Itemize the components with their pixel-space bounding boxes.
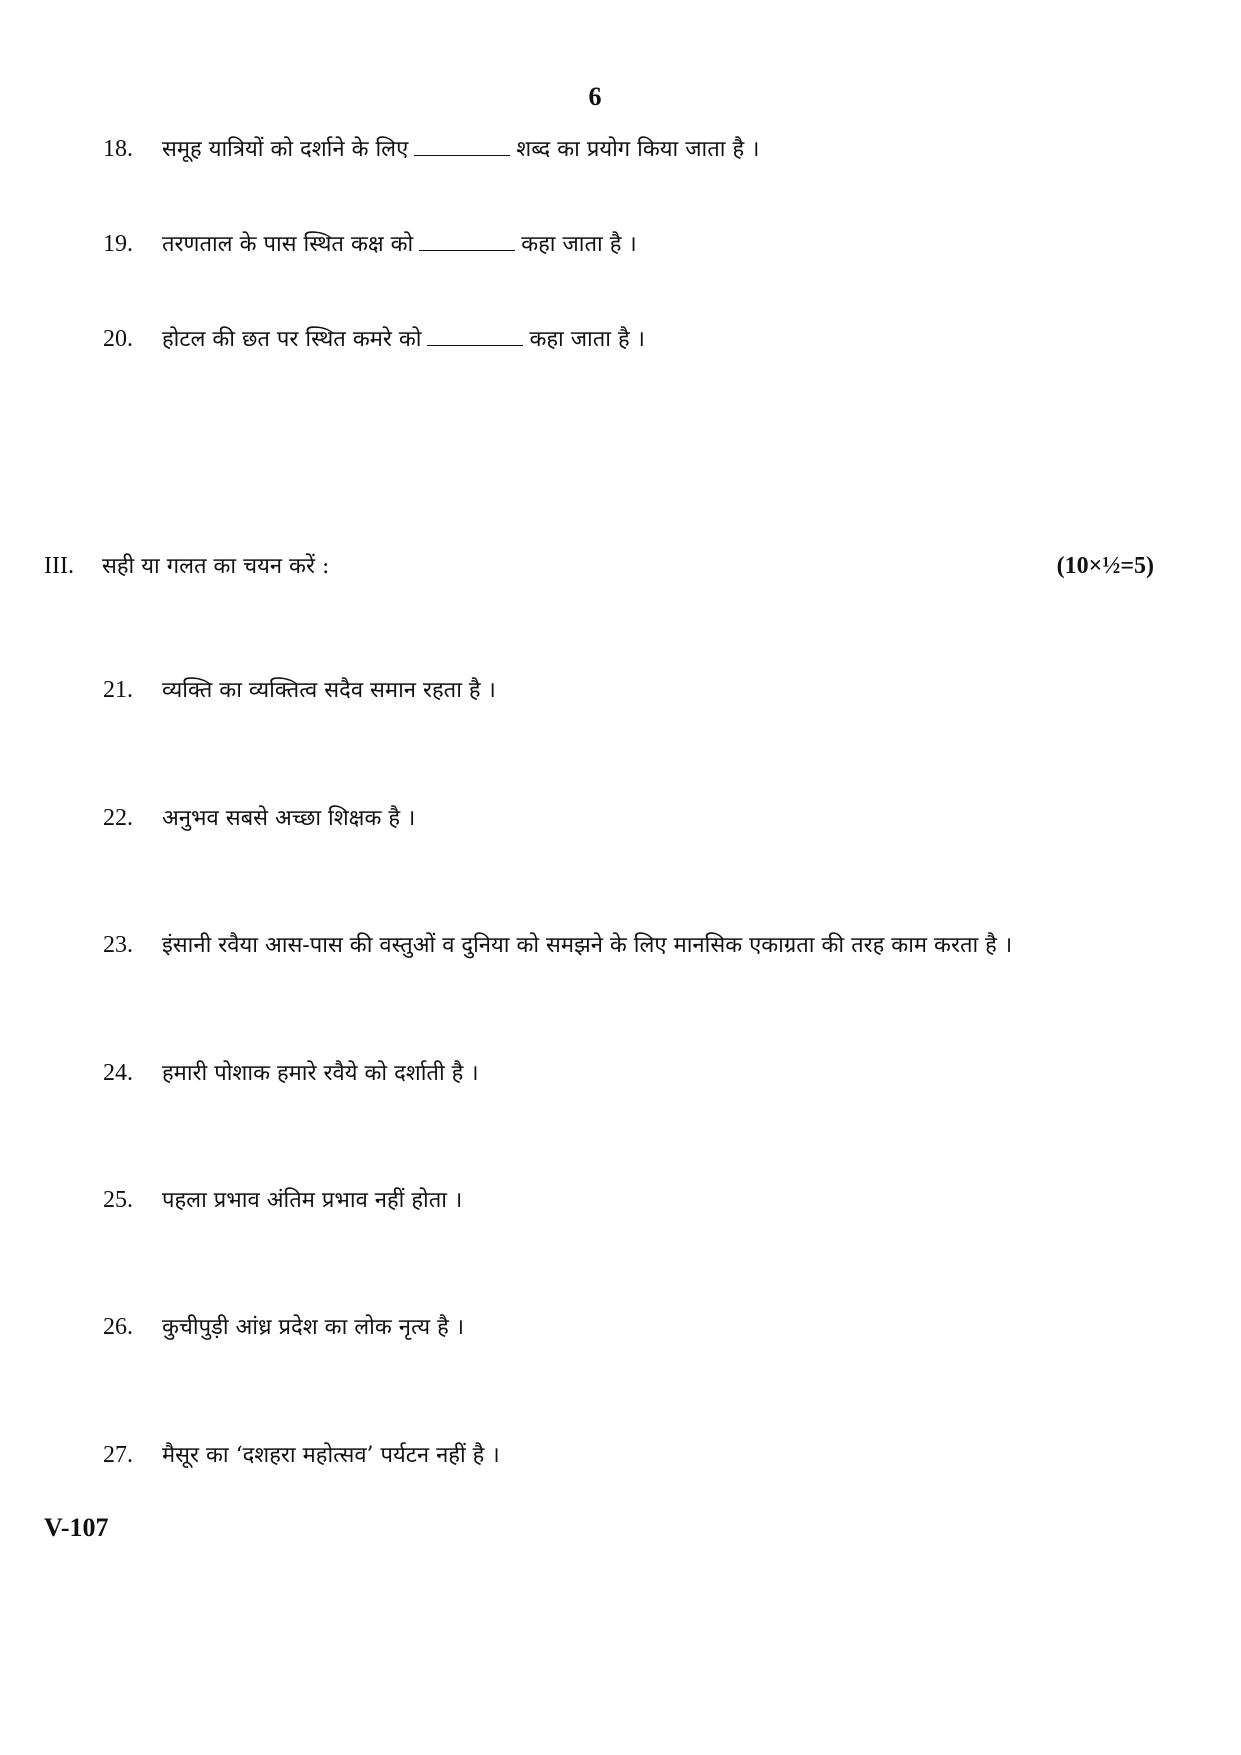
question-number: 25. <box>103 1187 133 1213</box>
question-number: 22. <box>103 805 133 831</box>
question-number: 21. <box>103 677 133 703</box>
question-26 <box>103 1312 1153 1343</box>
question-text: कुचीपुड़ी आंध्र प्रदेश का लोक नृत्य है । <box>162 1315 465 1340</box>
question-19 <box>103 228 1153 260</box>
question-23 <box>103 930 1153 961</box>
question-25 <box>103 1185 1153 1216</box>
question-18 <box>103 133 1153 165</box>
question-number: 27. <box>103 1442 133 1468</box>
paper-code: V-107 <box>44 1513 109 1542</box>
question-number: 24. <box>103 1060 133 1086</box>
question-text: व्यक्ति का व्यक्तित्व सदैव समान रहता है । <box>162 678 496 703</box>
question-number: 18. <box>103 136 133 162</box>
answer-blank <box>427 323 523 346</box>
question-text-before: तरणताल के पास स्थित कक्ष को <box>162 232 414 257</box>
question-text: पहला प्रभाव अंतिम प्रभाव नहीं होता । <box>162 1188 463 1213</box>
question-text-after: शब्द का प्रयोग किया जाता है । <box>516 137 760 162</box>
section-title: सही या गलत का चयन करें : <box>102 554 330 579</box>
section-heading <box>44 550 1154 582</box>
question-number: 26. <box>103 1314 133 1340</box>
question-27 <box>103 1440 1153 1471</box>
question-24 <box>103 1058 1153 1089</box>
question-text-before: होटल की छत पर स्थित कमरे को <box>162 327 422 352</box>
section-number: III. <box>44 553 74 579</box>
question-text-after: कहा जाता है । <box>521 232 637 257</box>
question-22 <box>103 803 1153 834</box>
question-number: 19. <box>103 231 133 257</box>
answer-blank <box>414 133 510 156</box>
question-text: अनुभव सबसे अच्छा शिक्षक है । <box>162 806 416 831</box>
question-21 <box>103 675 1153 706</box>
question-20 <box>103 323 1153 355</box>
question-text: मैसूर का ‘दशहरा महोत्सव’ पर्यटन नहीं है । <box>162 1443 500 1468</box>
section-marks: (10×½=5) <box>1056 553 1154 579</box>
question-number: 23. <box>103 932 133 958</box>
question-text-before: समूह यात्रियों को दर्शाने के लिए <box>162 137 409 162</box>
question-number: 20. <box>103 326 133 352</box>
question-text-after: कहा जाता है । <box>529 327 645 352</box>
answer-blank <box>419 228 515 251</box>
page-number: 6 <box>588 82 602 111</box>
question-text: इंसानी रवैया आस-पास की वस्तुओं व दुनिया को समझने के लिए मानसिक एकाग्रता की तरह काम करता है । <box>162 933 1013 958</box>
question-text: हमारी पोशाक हमारे रवैये को दर्शाती है । <box>162 1061 479 1086</box>
